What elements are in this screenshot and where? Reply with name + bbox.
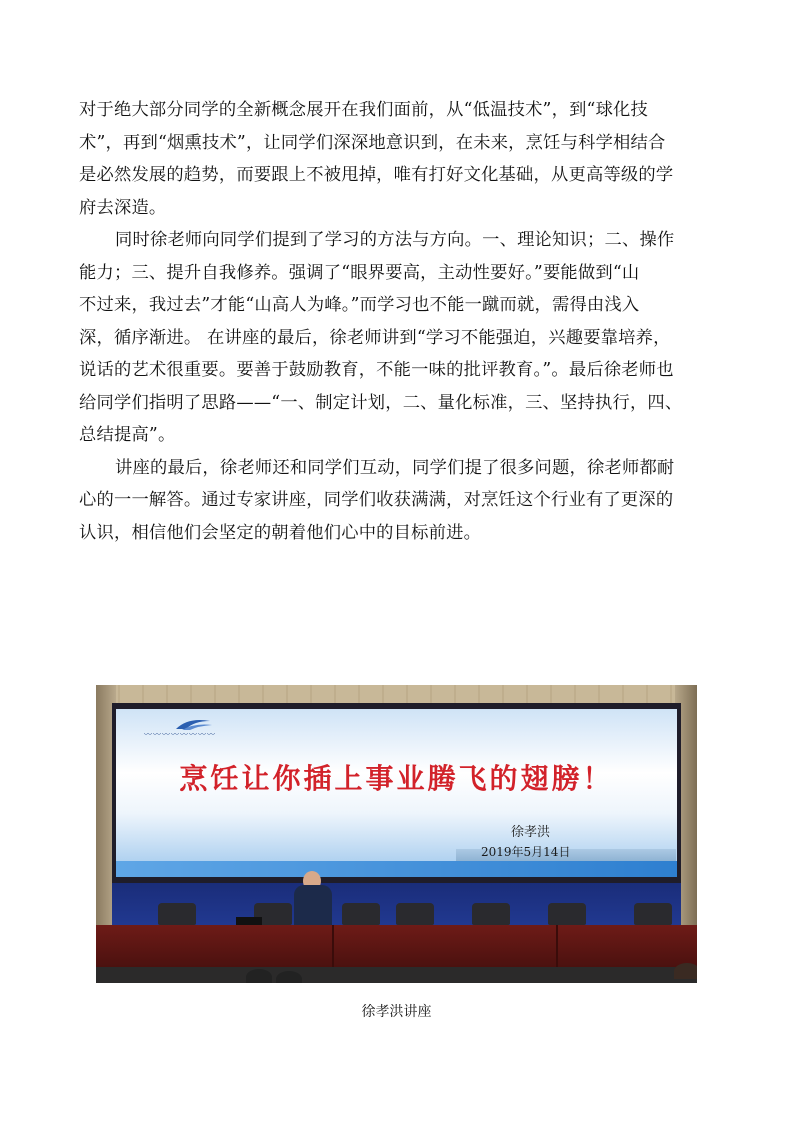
audience-head: [276, 971, 302, 983]
paragraph-line: 术”，再到“烟熏技术”，让同学们深深地意识到，在未来，烹饪与科学相结合: [79, 132, 666, 153]
paragraph-line: 给同学们指明了思路——“一、制定计划，二、量化标准，三、坚持执行，四、: [79, 392, 683, 413]
screen-band: [116, 861, 677, 877]
chair: [396, 903, 434, 925]
table-seam: [556, 925, 558, 967]
audience-head: [246, 969, 272, 983]
chair: [634, 903, 672, 925]
paragraph-line: 不过来，我过去”才能“山高人为峰。”而学习也不能一蹴而就，需得由浅入: [79, 295, 640, 315]
audience-head: [674, 963, 697, 979]
paragraph-line: 府去深造。: [79, 197, 167, 218]
paragraph-line: 总结提高”。: [79, 425, 176, 445]
paragraph-line: 能力；三、提升自我修养。强调了“眼界要高，主动性要好。”要能做到“山: [79, 262, 640, 283]
paragraph-line: 深，循序渐进。 在讲座的最后，徐老师讲到“学习不能强迫，兴趣要靠培养，: [79, 327, 671, 348]
led-screen: [116, 709, 677, 877]
paragraph-line: 对于绝大部分同学的全新概念展开在我们面前，从“低温技术”，到“球化技: [79, 100, 649, 120]
screen-date: 2019年5月14日: [481, 845, 571, 859]
school-logo-text: 〰〰〰〰〰〰〰〰: [144, 730, 216, 739]
paragraph-line: 是必然发展的趋势，而要跟上不被甩掉，唯有打好文化基础，从更高等级的学: [79, 165, 674, 185]
screen-title: 烹饪让你插上事业腾飞的翅膀！: [179, 762, 614, 795]
chair: [342, 903, 380, 925]
paragraph-line: 同时徐老师向同学们提到了学习的方法与方向。一、理论知识；二、操作: [115, 230, 675, 250]
photo-caption: 徐孝洪讲座: [361, 1004, 432, 1020]
chair: [158, 903, 196, 925]
floor: [96, 967, 697, 983]
chair: [472, 903, 510, 925]
chair: [548, 903, 586, 925]
stage-table: [96, 925, 697, 967]
paragraph-line: 说话的艺术很重要。要善于鼓励教育，不能一味的批评教育。”。最后徐老师也: [79, 360, 674, 380]
paragraph-line: 讲座的最后，徐老师还和同学们互动，同学们提了很多问题，徐老师都耐: [115, 457, 675, 478]
paragraph-line: 心的一一解答。通过专家讲座，同学们收获满满，对烹饪这个行业有了更深的: [79, 490, 674, 510]
table-seam: [332, 925, 334, 967]
screen-speaker: 徐孝洪: [511, 825, 551, 840]
paragraph-line: 认识，相信他们会坚定的朝着他们心中的目标前进。: [79, 522, 482, 543]
article-body: [79, 94, 719, 549]
lecture-photo: [96, 685, 697, 983]
